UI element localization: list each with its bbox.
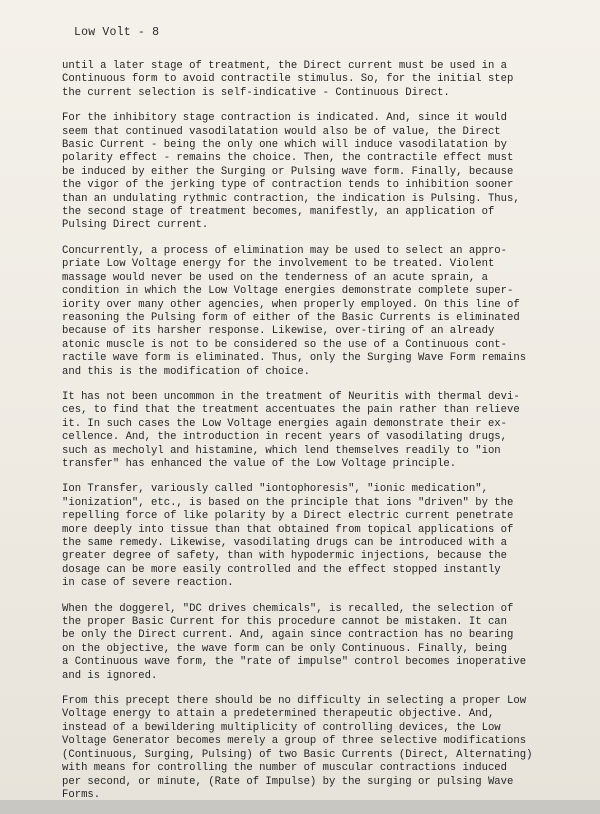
text-line: ces, to find that the treatment accentuates the pain rather than relieve [62,404,520,417]
text-line: condition in which the Low Voltage energies demonstrate complete super- [62,285,514,298]
text-line: a Continuous wave form, the "rate of impulse" control becomes inoperative [62,656,527,669]
document-body [62,60,577,814]
text-line: priate Low Voltage energy for the involvement to be treated. Violent [62,258,495,271]
text-line: and this is the modification of choice. [62,365,310,378]
text-line: than an undulating rythmic contraction, the indication is Pulsing. Thus, [62,192,520,205]
paragraph [62,483,577,590]
text-line: atonic muscle is not to be considered so the use of a Continuous cont- [62,338,508,351]
text-line: Forms. [62,788,101,801]
text-line: the second stage of treatment becomes, manifestly, an application of [62,206,495,219]
text-line: per second, or minute, (Rate of Impulse) by the surging or pulsing Wave [62,775,514,788]
text-line: because of its harsher response. Likewise, over-tiring of an already [62,325,495,338]
text-line: Continuous form to avoid contractile stimulus. So, for the initial step [62,73,514,86]
text-line: It has not been uncommon in the treatment of Neuritis with thermal devi- [62,390,520,403]
text-line: it. In such cases the Low Voltage energies again demonstrate their ex- [62,417,508,430]
text-line: the same remedy. Likewise, vasodilating drugs can be introduced with a [62,537,508,549]
text-line: For the inhibitory stage contraction is indicated. And, since it would [62,112,508,125]
text-line: transfer" has enhanced the value of the Low Voltage principle. [62,457,457,470]
text-line: Basic Current - being the only one which will induce vasodilatation by [62,139,508,152]
text-line: and is ignored. [62,669,158,682]
text-line: cellence. And, the introduction in recent years of vasodilating drugs, [62,431,508,444]
paragraph [62,603,577,683]
text-line: iority over many other agencies, when properly employed. On this line of [62,298,520,311]
text-line: Pulsing Direct current. [62,219,209,232]
text-line: When the doggerel, "DC drives chemicals", is recalled, the selection of [62,602,514,615]
text-line: dosage can be more easily controlled and the effect stopped instantly [62,563,501,576]
text-line: seem that continued vasodilatation would also be of value, the Direct [62,125,501,138]
text-line: ractile wave form is eliminated. Thus, only the Surging Wave Form remains [62,352,527,365]
text-line: polarity effect - remains the choice. Then, the contractile effect must [62,152,514,165]
paragraph [62,695,577,802]
text-line: (Continuous, Surging, Pulsing) of two Basic Currents (Direct, Alternating) [62,748,533,761]
text-line: Ion Transfer, variously called "iontophoresis", "ionic medication", [62,483,488,496]
text-line: on the objective, the wave form can be only Continuous. Finally, being [62,642,508,655]
text-line: From this precept there should be no difficulty in selecting a proper Low [62,695,527,708]
text-line: instead of a bewildering multiplicity of controlling devices, the Low [62,721,501,734]
text-line: the current selection is self-indicative - Continuous Direct. [62,86,450,99]
text-line: the vigor of the jerking type of contraction tends to inhibition sooner [62,179,514,192]
text-line: massage would never be used on the tenderness of an acute sprain, a [62,271,488,284]
paragraph [62,112,577,233]
text-line: repelling force of like polarity by a Direct electric current penetrate [62,510,514,523]
text-line: more deeply into tissue than that obtained from topical applications of [62,523,514,536]
paragraph [62,391,577,471]
text-line: greater degree of safety, than with hypodermic injections, because the [62,550,508,563]
text-line: be only the Direct current. And, again since contraction has no bearing [62,629,514,642]
text-line: Voltage Generator becomes merely a group of three selective modifications [62,735,527,748]
paragraph [62,245,577,379]
page-header: Low Volt - 8 [74,26,160,39]
text-line: Concurrently, a process of elimination may be used to select an appro- [62,244,508,257]
text-line: with means for controlling the number of muscular contractions induced [62,762,508,775]
text-line: such as mecholyl and histamine, which lend themselves readily to "ion [62,444,501,457]
text-line: be induced by either the Surging or Pulsing wave form. Finally, because [62,165,514,178]
text-line: the proper Basic Current for this procedure cannot be mistaken. It can [62,616,508,629]
paragraph [62,60,577,100]
text-line: "ionization", etc., is based on the principle that ions "driven" by the [62,496,514,509]
text-line: in case of severe reaction. [62,577,234,590]
text-line: reasoning the Pulsing form of either of the Basic Currents is eliminated [62,311,520,324]
text-line: until a later stage of treatment, the Direct current must be used in a [62,60,508,72]
text-line: Voltage energy to attain a predetermined therapeutic objective. And, [62,708,495,721]
